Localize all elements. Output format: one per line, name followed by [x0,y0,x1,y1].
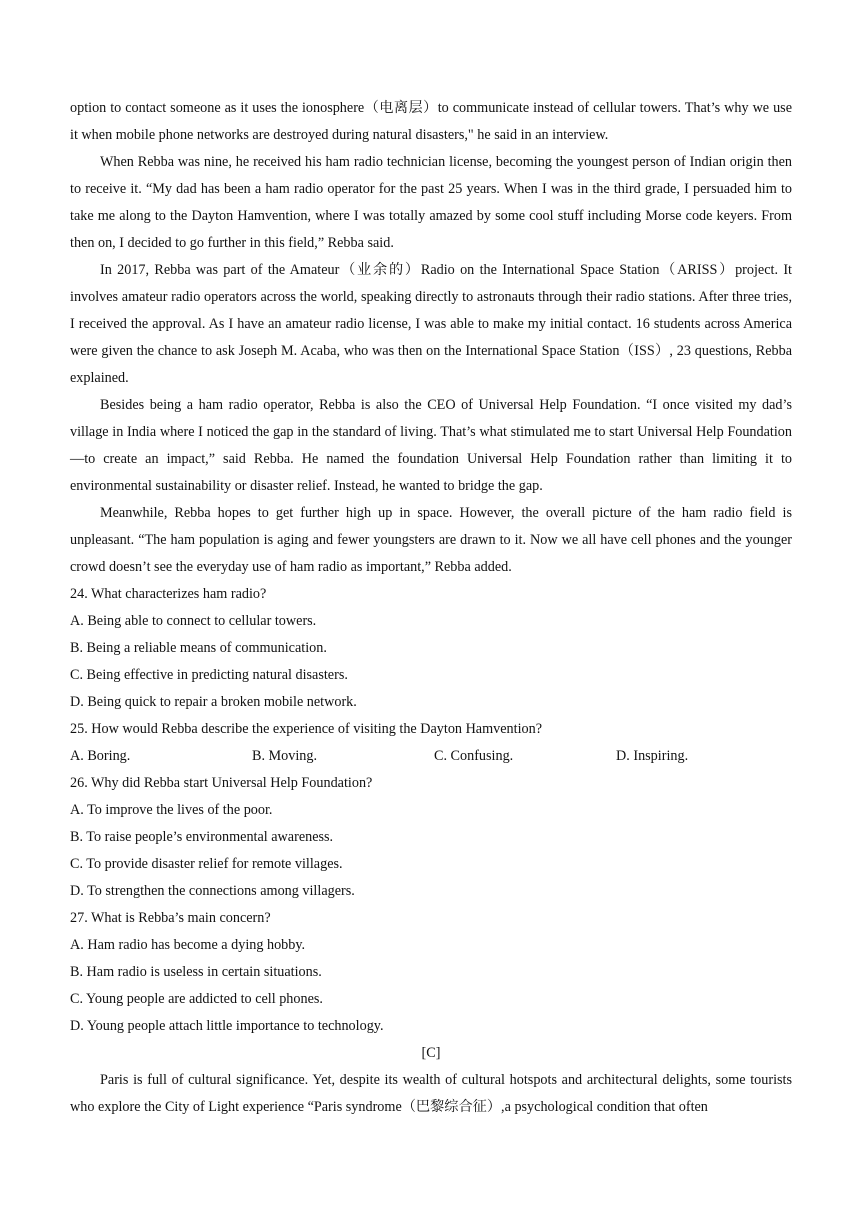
options-row [70,743,792,770]
option-b: B. Being a reliable means of communication. [70,640,327,656]
question-stem: 25. How would Rebba describe the experience of visiting the Dayton Hamvention? [70,721,542,737]
paragraph: In 2017, Rebba was part of the Amateur（业余的）Radio on the International Space Station（ARISS）project. It involves amateur radio operators across the world, speaking directly to astronauts through their radio stations. After three tries, I received the approval. As I have an amateur radio license, I was able to make my initial contact. 16 students across America were given the chance to ask Joseph M. Acaba, who was then on the International Space Station（ISS）, 23 questions, Rebba explained. [70,262,792,386]
paragraph: Paris is full of cultural significance. Yet, despite its wealth of cultural hotspots and architectural delights, some tourists who explore the City of Light experience “Paris syndrome（巴黎综合征）,a psychological condition that often [70,1072,792,1115]
question-25 [70,716,792,770]
question-24 [70,581,792,716]
paragraph: Besides being a ham radio operator, Rebba is also the CEO of Universal Help Foundation. “I once visited my dad’s village in India where I noticed the gap in the standard of living. That’s what stimulated me to start Universal Help Foundation—to create an impact,” said Rebba. He named the foundation Universal Help Foundation rather than limiting it to environmental sustainability or disaster relief. Instead, he wanted to bridge the gap. [70,397,792,494]
passage-c [70,1067,792,1121]
option-b: B. Moving. [252,748,318,764]
question-stem: 26. Why did Rebba start Universal Help Foundation? [70,775,373,791]
question-stem: 24. What characterizes ham radio? [70,586,267,602]
section-heading: [C] [421,1045,441,1061]
option-a: A. Ham radio has become a dying hobby. [70,937,306,953]
option-a: A. Being able to connect to cellular towers. [70,613,317,629]
question-stem: 27. What is Rebba’s main concern? [70,910,271,926]
option-d: D. Being quick to repair a broken mobile network. [70,694,357,710]
option-c: C. Being effective in predicting natural disasters. [70,667,348,683]
option-d: D. To strengthen the connections among villagers. [70,883,355,899]
question-27 [70,905,792,1040]
document-content [70,95,792,1121]
passage-b [70,95,792,581]
paragraph: option to contact someone as it uses the ionosphere（电离层）to communicate instead of cellular towers. That’s why we use it when mobile phone networks are destroyed during natural disasters," he said in an interview. [70,100,792,143]
question-26 [70,770,792,905]
option-c: C. Confusing. [434,748,514,764]
option-a: A. To improve the lives of the poor. [70,802,273,818]
option-d: D. Inspiring. [616,748,689,764]
option-c: C. Young people are addicted to cell phones. [70,991,323,1007]
option-a: A. Boring. [70,748,131,764]
paragraph: Meanwhile, Rebba hopes to get further high up in space. However, the overall picture of the ham radio field is unpleasant. “The ham population is aging and fewer youngsters are drawn to it. Now we all have cell phones and the younger crowd doesn’t see the everyday use of ham radio as important,” Rebba added. [70,505,792,575]
option-d: D. Young people attach little importance to technology. [70,1018,384,1034]
paragraph: When Rebba was nine, he received his ham radio technician license, becoming the youngest person of Indian origin then to receive it. “My dad has been a ham radio operator for the past 25 years. When I was in the third grade, I persuaded him to take me along to the Dayton Hamvention, where I was totally amazed by some cool stuff including Morse code keyers. From then on, I decided to go further in this field,” Rebba said. [70,154,792,251]
option-c: C. To provide disaster relief for remote villages. [70,856,343,872]
option-b: B. To raise people’s environmental awareness. [70,829,334,845]
option-b: B. Ham radio is useless in certain situations. [70,964,322,980]
